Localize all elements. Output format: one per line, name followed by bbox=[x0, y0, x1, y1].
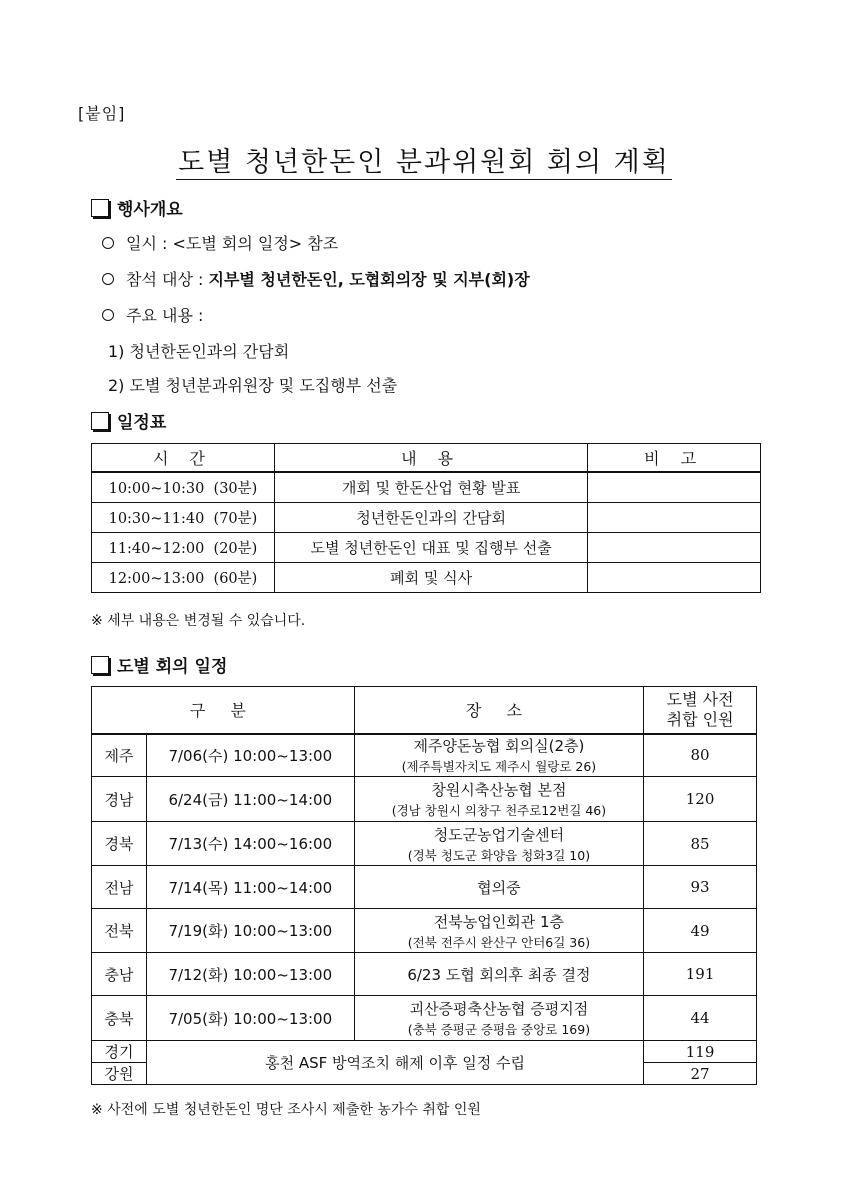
meetings-footnote: ※ 사전에 도별 청년한돈인 명단 조사시 제출한 농가수 취합 인원 bbox=[91, 1102, 481, 1118]
time-cell: 10:00~10:30 (30분) bbox=[92, 472, 275, 503]
count-cell: 119 bbox=[644, 1041, 757, 1063]
note-cell bbox=[588, 533, 761, 563]
region-cell: 전북 bbox=[92, 909, 147, 953]
table-row bbox=[92, 563, 761, 593]
region-cell: 강원 bbox=[92, 1063, 147, 1085]
overview-date-item bbox=[102, 231, 338, 254]
schedule-table bbox=[91, 443, 761, 593]
place-cell bbox=[354, 822, 643, 866]
date-cell: 7/05(화) 10:00~13:00 bbox=[146, 996, 354, 1041]
place-address: (경북 청도군 화양읍 청화3길 10) bbox=[407, 847, 591, 863]
place-cell bbox=[354, 866, 643, 909]
place-name: 창원시축산농협 본점 bbox=[431, 781, 567, 799]
content-cell: 폐회 및 식사 bbox=[274, 563, 587, 593]
header-time: 시 간 bbox=[92, 444, 275, 473]
time-cell: 11:40~12:00 (20분) bbox=[92, 533, 275, 563]
section-heading-text: 도별 회의 일정 bbox=[117, 657, 228, 677]
attendees-label: 참석 대상 : bbox=[126, 270, 209, 289]
note-cell bbox=[588, 472, 761, 503]
date-cell: 7/13(수) 14:00~16:00 bbox=[146, 822, 354, 866]
header-division: 구 분 bbox=[92, 687, 355, 734]
header-note: 비 고 bbox=[588, 444, 761, 473]
date-cell: 7/12(화) 10:00~13:00 bbox=[146, 953, 354, 996]
date-cell: 7/19(화) 10:00~13:00 bbox=[146, 909, 354, 953]
region-cell: 충북 bbox=[92, 996, 147, 1041]
count-cell: 27 bbox=[644, 1063, 757, 1085]
place-name: 괴산증평축산농협 증평지점 bbox=[409, 1000, 589, 1018]
header-place: 장 소 bbox=[354, 687, 643, 734]
header-content: 내 용 bbox=[274, 444, 587, 473]
place-cell bbox=[354, 909, 643, 953]
overview-attendees-item bbox=[102, 267, 530, 290]
place-cell bbox=[354, 734, 643, 777]
attendees-value: 지부별 청년한돈인, 도협회의장 및 지부(회)장 bbox=[208, 270, 530, 289]
table-row bbox=[92, 953, 757, 996]
checkbox-square-icon bbox=[91, 199, 109, 217]
place-cell bbox=[354, 777, 643, 822]
contents-line-1: 1) 청년한돈인과의 간담회 bbox=[108, 342, 290, 361]
table-header-row bbox=[92, 687, 757, 734]
content-cell: 도별 청년한돈인 대표 및 집행부 선출 bbox=[274, 533, 587, 563]
table-row bbox=[92, 533, 761, 563]
date-text: 일시 : <도별 회의 일정> 참조 bbox=[126, 234, 339, 253]
schedule-footnote: ※ 세부 내용은 변경될 수 있습니다. bbox=[91, 613, 306, 629]
region-cell: 충남 bbox=[92, 953, 147, 996]
region-cell: 경남 bbox=[92, 777, 147, 822]
region-cell: 전남 bbox=[92, 866, 147, 909]
place-name: 6/23 도협 회의후 최종 결정 bbox=[407, 965, 591, 984]
overview-contents-item bbox=[102, 303, 203, 326]
header-count-line1: 도별 사전 bbox=[666, 689, 734, 709]
place-name: 제주양돈농협 회의실(2층) bbox=[413, 737, 585, 756]
section-meetings-heading bbox=[91, 652, 227, 677]
table-row bbox=[92, 1041, 757, 1063]
table-row bbox=[92, 996, 757, 1041]
place-name: 청도군농업기술센터 bbox=[433, 825, 565, 844]
circle-bullet-icon bbox=[102, 237, 114, 249]
count-cell: 44 bbox=[644, 996, 757, 1041]
place-address: (제주특별자치도 제주시 월랑로 26) bbox=[401, 759, 597, 775]
section-heading-text: 일정표 bbox=[117, 413, 167, 433]
place-name: 협의중 bbox=[477, 878, 521, 897]
time-cell: 10:30~11:40 (70분) bbox=[92, 503, 275, 533]
table-row bbox=[92, 734, 757, 777]
contents-line-2: 2) 도별 청년분과위원장 및 도집행부 선출 bbox=[108, 376, 398, 395]
title-text: 도별 청년한돈인 분과위원회 회의 계획 bbox=[178, 147, 670, 178]
content-cell: 청년한돈인과의 간담회 bbox=[274, 503, 587, 533]
meetings-table bbox=[91, 686, 757, 1085]
place-cell bbox=[354, 996, 643, 1041]
checkbox-square-icon bbox=[91, 656, 109, 674]
date-cell: 7/06(수) 10:00~13:00 bbox=[146, 734, 354, 777]
place-address: (전북 전주시 완산구 안터6길 36) bbox=[407, 934, 591, 950]
place-cell bbox=[354, 953, 643, 996]
note-cell bbox=[588, 563, 761, 593]
table-row bbox=[92, 472, 761, 503]
count-cell: 93 bbox=[644, 866, 757, 909]
table-row bbox=[92, 909, 757, 953]
place-cell: 홍천 ASF 방역조치 해제 이후 일정 수립 bbox=[146, 1041, 643, 1085]
section-overview-heading bbox=[91, 195, 183, 220]
header-count bbox=[644, 687, 757, 734]
note-cell bbox=[588, 503, 761, 533]
place-address: (충북 증평군 증평읍 중앙로 169) bbox=[407, 1022, 591, 1037]
table-row bbox=[92, 503, 761, 533]
contents-label: 주요 내용 : bbox=[126, 306, 204, 325]
document-title bbox=[0, 140, 848, 179]
place-name: 전북농업인회관 1층 bbox=[433, 912, 565, 931]
count-cell: 191 bbox=[644, 953, 757, 996]
table-header-row bbox=[92, 444, 761, 473]
circle-bullet-icon bbox=[102, 309, 114, 321]
table-row bbox=[92, 822, 757, 866]
header-count-line2: 취합 인원 bbox=[666, 709, 734, 729]
section-heading-text: 행사개요 bbox=[117, 200, 183, 220]
content-cell: 개회 및 한돈산업 현황 발표 bbox=[274, 472, 587, 503]
date-cell: 7/14(목) 11:00~14:00 bbox=[146, 866, 354, 909]
region-cell: 경기 bbox=[92, 1041, 147, 1063]
checkbox-square-icon bbox=[91, 412, 109, 430]
place-address: (경남 창원시 의창구 천주로12번길 46) bbox=[391, 803, 607, 818]
time-cell: 12:00~13:00 (60분) bbox=[92, 563, 275, 593]
count-cell: 49 bbox=[644, 909, 757, 953]
count-cell: 80 bbox=[644, 734, 757, 777]
date-cell: 6/24(금) 11:00~14:00 bbox=[146, 777, 354, 822]
section-schedule-heading bbox=[91, 408, 166, 433]
table-row bbox=[92, 866, 757, 909]
table-row bbox=[92, 777, 757, 822]
count-cell: 120 bbox=[644, 777, 757, 822]
count-cell: 85 bbox=[644, 822, 757, 866]
region-cell: 경북 bbox=[92, 822, 147, 866]
circle-bullet-icon bbox=[102, 273, 114, 285]
region-cell: 제주 bbox=[92, 734, 147, 777]
attachment-label: [붙임] bbox=[78, 104, 126, 123]
